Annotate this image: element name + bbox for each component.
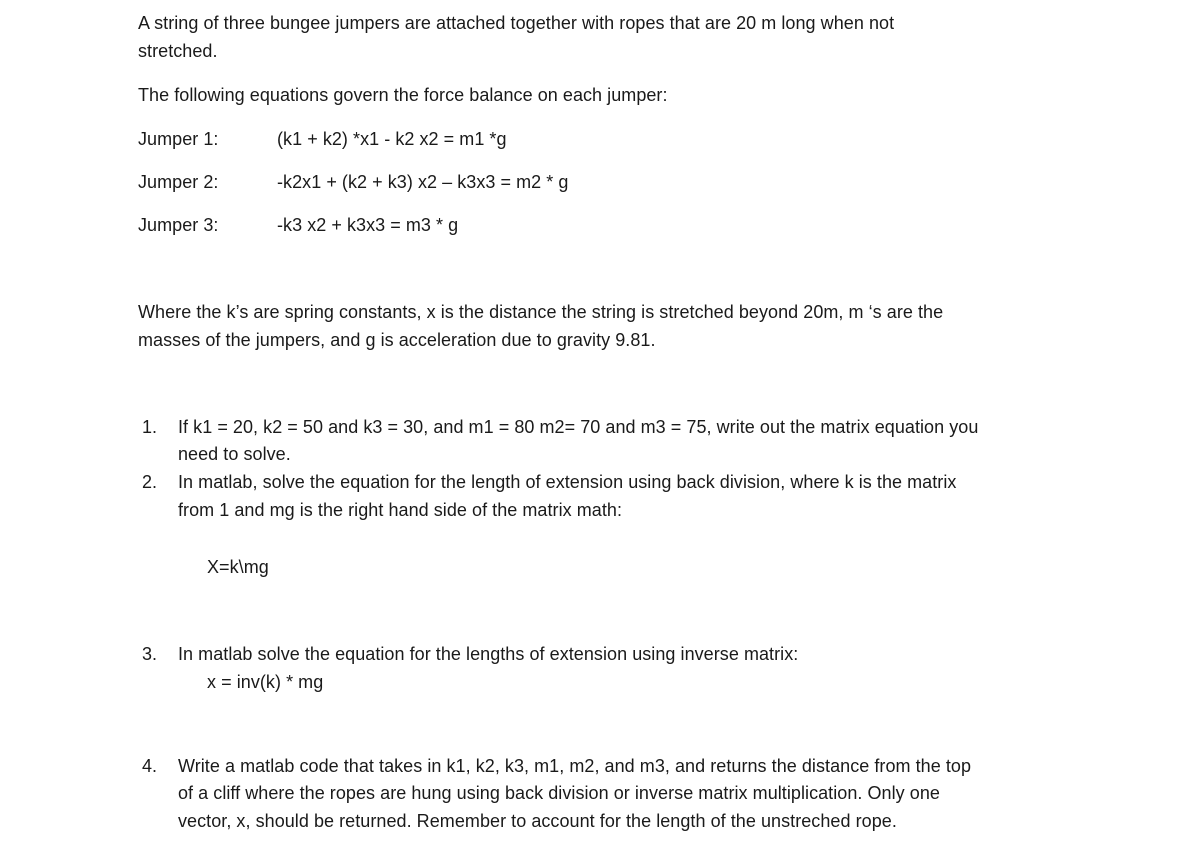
jumper-1-equation: (k1 + k2) *x1 - k2 x2 = m1 *g [277, 129, 507, 149]
question-3-number: 3. [142, 644, 158, 664]
question-2-code: X=k\mg [207, 557, 269, 577]
question-1-line-1: If k1 = 20, k2 = 50 and k3 = 30, and m1 = 80 m2= 70 and m3 = 75, write out the matrix equation you [178, 417, 979, 437]
question-1-line-2: need to solve. [178, 444, 291, 464]
question-4-line-1: Write a matlab code that takes in k1, k2, k3, m1, m2, and m3, and returns the distance from the top [178, 756, 972, 776]
question-3-code: x = inv(k) * mg [207, 672, 324, 692]
question-3-line-1: In matlab solve the equation for the lengths of extension using inverse matrix: [178, 644, 799, 664]
question-2-line-1: In matlab, solve the equation for the length of extension using back division, where k is the matrix [178, 472, 957, 492]
jumper-2-label: Jumper 2: [138, 172, 219, 192]
intro-line-2: stretched. [138, 41, 218, 61]
question-2-line-2: from 1 and mg is the right hand side of the matrix math: [178, 500, 623, 520]
jumper-3-equation: -k3 x2 + k3x3 = m3 * g [277, 215, 459, 235]
equations-intro: The following equations govern the force balance on each jumper: [138, 85, 668, 105]
question-4-line-3: vector, x, should be returned. Remember to account for the length of the unstreched rope. [178, 811, 897, 831]
question-2-number: 2. [142, 472, 158, 492]
jumper-1-label: Jumper 1: [138, 129, 219, 149]
question-1-number: 1. [142, 417, 158, 437]
intro-line-1: A string of three bungee jumpers are attached together with ropes that are 20 m long when not [138, 13, 895, 33]
where-line-1: Where the k’s are spring constants, x is the distance the string is stretched beyond 20m, m ‘s are the [138, 302, 944, 322]
question-4-number: 4. [142, 756, 158, 776]
where-line-2: masses of the jumpers, and g is acceleration due to gravity 9.81. [138, 330, 656, 350]
jumper-3-label: Jumper 3: [138, 215, 219, 235]
question-4-line-2: of a cliff where the ropes are hung using back division or inverse matrix multiplication. Only one [178, 783, 940, 803]
jumper-2-equation: -k2x1 + (k2 + k3) x2 – k3x3 = m2 * g [277, 172, 569, 192]
